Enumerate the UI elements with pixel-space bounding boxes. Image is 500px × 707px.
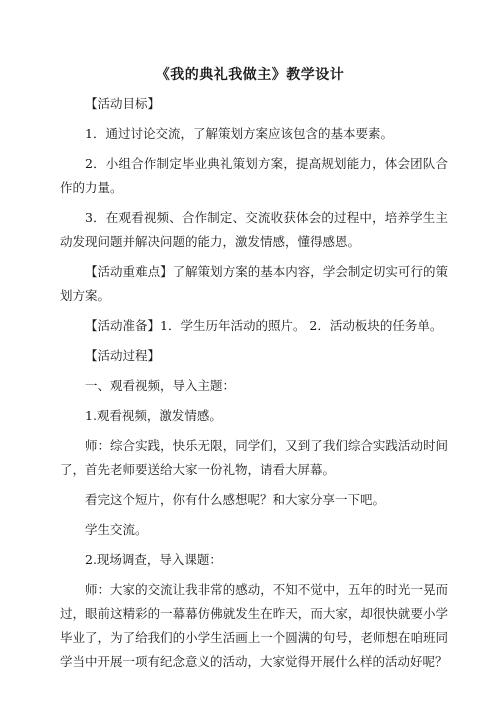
document-body [60, 92, 448, 680]
teacher-speech-1: 师：综合实践，快乐无限，同学们，又到了我们综合实践活动时间了，首先老师要送给大家一份礼物，请看大屏幕。 [60, 438, 448, 477]
preparation-paragraph: 【活动准备】1．学生历年活动的照片。 2．活动板块的任务单。 [85, 318, 443, 333]
teacher-question: 看完这个短片，你有什么感想呢？和大家分享一下吧。 [85, 492, 386, 507]
teacher-speech-2: 师：大家的交流让我非常的感动，不知不觉中，五年的时光一晃而过，眼前这精彩的一幕幕仿佛就发生在昨天，而大家，却很快就要小学毕业了，为了给我们的小学生活画上一个圆满的句号，老师想在咱班同学当中开展一项有纪念意义的活动，大家觉得开展什么样的活动好呢？ [60, 582, 448, 669]
key-difficulty-paragraph: 【活动重难点】了解策划方案的基本内容，学会制定切实可行的策划方案。 [60, 264, 448, 303]
objective-item-1: 1．通过讨论交流，了解策划方案应该包含的基本要素。 [85, 126, 393, 141]
process-substep-2: 2.现场调查，导入课题： [85, 552, 222, 567]
section-heading-objectives: 【活动目标】 [85, 96, 161, 111]
section-heading-process: 【活动过程】 [85, 348, 161, 363]
objective-item-3: 3．在观看视频、合作制定、交流收获体会的过程中，培养学生主动发现问题并解决问题的能力，激发情感，懂得感恩。 [60, 210, 448, 249]
objective-item-2: 2．小组合作制定毕业典礼策划方案，提高规划能力，体会团队合作的力量。 [60, 156, 448, 195]
document-title: 《我的典礼我做主》教学设计 [155, 67, 345, 83]
process-step-1-heading: 一、观看视频，导入主题： [85, 378, 236, 393]
student-exchange: 学生交流。 [85, 522, 148, 537]
process-substep-1: 1.观看视频，激发情感。 [85, 408, 222, 423]
